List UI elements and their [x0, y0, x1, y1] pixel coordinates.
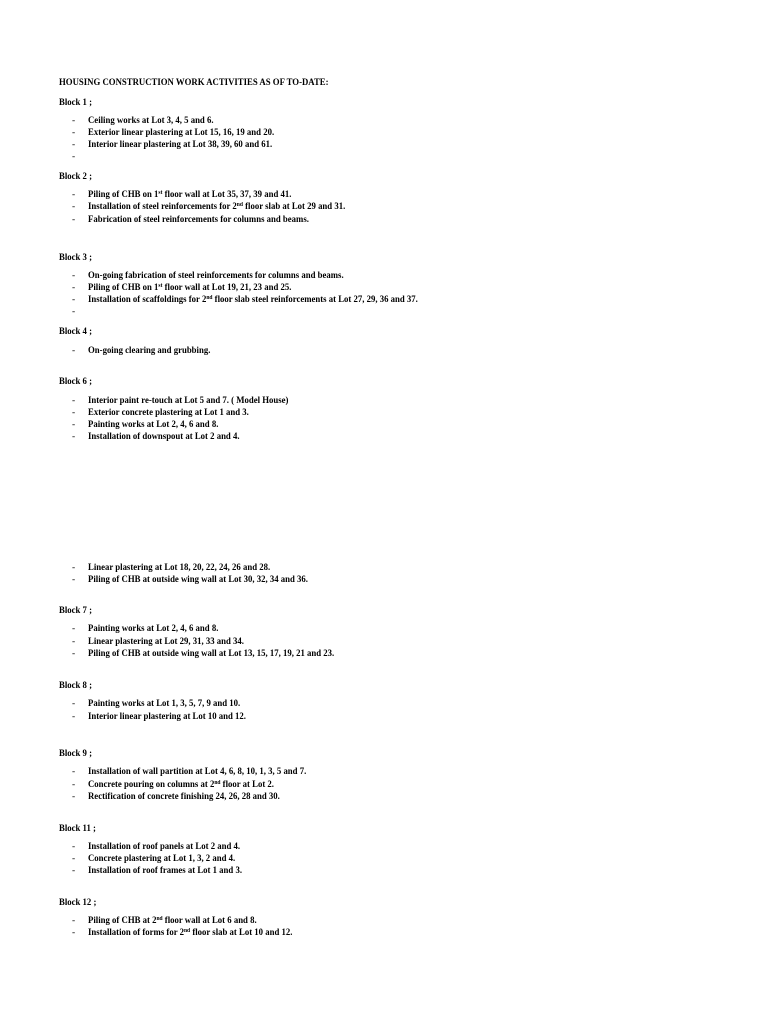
list-item-text: Piling of CHB on 1st floor wall at Lot 19, 21, 23 and 25. [88, 283, 292, 293]
list-item-text: Exterior concrete plastering at Lot 1 and 3. [88, 408, 249, 418]
bullet-dash: - [72, 140, 76, 150]
bullet-dash: - [72, 792, 76, 802]
bullet-dash: - [72, 699, 76, 709]
bullet-dash: - [72, 215, 76, 225]
block-heading: Block 12 ; [59, 898, 97, 908]
bullet-dash: - [72, 854, 76, 864]
bullet-dash: - [72, 712, 76, 722]
block-heading: Block 11 ; [59, 824, 96, 834]
bullet-dash: - [72, 649, 76, 659]
document-title: HOUSING CONSTRUCTION WORK ACTIVITIES AS OF TO-DATE: [59, 78, 329, 88]
bullet-dash: - [72, 432, 76, 442]
block-heading: Block 7 ; [59, 606, 93, 616]
list-item-text: Installation of wall partition at Lot 4, 6, 8, 10, 1, 3, 5 and 7. [88, 767, 307, 777]
bullet-dash: - [72, 637, 76, 647]
bullet-dash: - [72, 346, 76, 356]
bullet-dash: - [72, 283, 76, 293]
bullet-dash: - [72, 307, 76, 317]
bullet-dash: - [72, 295, 76, 305]
list-item-text: Exterior linear plastering at Lot 15, 16, 19 and 20. [88, 128, 275, 138]
ordinal-suffix: st [158, 283, 163, 289]
list-item-text: Piling of CHB on 1st floor wall at Lot 35, 37, 39 and 41. [88, 190, 292, 200]
bullet-dash: - [72, 420, 76, 430]
list-item-text: Installation of roof panels at Lot 2 and 4. [88, 842, 241, 852]
list-item-text: Concrete plastering at Lot 1, 3, 2 and 4. [88, 854, 236, 864]
list-item-text: Installation of roof frames at Lot 1 and 3. [88, 866, 243, 876]
bullet-dash: - [72, 928, 76, 938]
list-item-text: Rectification of concrete finishing 24, 26, 28 and 30. [88, 792, 280, 802]
block-heading: Block 9 ; [59, 749, 93, 759]
bullet-dash: - [72, 624, 76, 634]
list-item-text: Installation of steel reinforcements for 2nd floor slab at Lot 29 and 31. [88, 202, 346, 212]
block-heading: Block 1 ; [59, 98, 93, 108]
list-item-text: Fabrication of steel reinforcements for columns and beams. [88, 215, 309, 225]
list-item-text: Interior paint re-touch at Lot 5 and 7. ( Model House) [88, 396, 289, 406]
ordinal-suffix: st [158, 190, 163, 196]
bullet-dash: - [72, 866, 76, 876]
bullet-dash: - [72, 408, 76, 418]
list-item-text: Piling of CHB at outside wing wall at Lot 30, 32, 34 and 36. [88, 575, 308, 585]
ordinal-suffix: nd [236, 202, 243, 208]
list-item-text: Piling of CHB at 2nd floor wall at Lot 6 and 8. [88, 916, 257, 926]
list-item-text: Installation of downspout at Lot 2 and 4. [88, 432, 240, 442]
list-item-text: Installation of scaffoldings for 2nd floor slab steel reinforcements at Lot 27, 29, 36 and 37. [88, 295, 418, 305]
bullet-dash: - [72, 916, 76, 926]
bullet-dash: - [72, 396, 76, 406]
list-item-text: On-going clearing and grubbing. [88, 346, 211, 356]
list-item-text: Painting works at Lot 1, 3, 5, 7, 9 and 10. [88, 699, 241, 709]
list-item-text: Concrete pouring on columns at 2nd floor at Lot 2. [88, 780, 274, 790]
list-item-text: Interior linear plastering at Lot 38, 39, 60 and 61. [88, 140, 273, 150]
block-heading: Block 3 ; [59, 253, 93, 263]
bullet-dash: - [72, 842, 76, 852]
block-heading: Block 6 ; [59, 377, 93, 387]
list-item-text: Linear plastering at Lot 29, 31, 33 and 34. [88, 637, 244, 647]
bullet-dash: - [72, 116, 76, 126]
bullet-dash: - [72, 152, 76, 162]
list-item-text: Interior linear plastering at Lot 10 and 12. [88, 712, 246, 722]
bullet-dash: - [72, 202, 76, 212]
block-heading: Block 8 ; [59, 681, 93, 691]
list-item-text: Painting works at Lot 2, 4, 6 and 8. [88, 624, 219, 634]
bullet-dash: - [72, 271, 76, 281]
bullet-dash: - [72, 128, 76, 138]
ordinal-suffix: nd [214, 780, 221, 786]
list-item-text: On-going fabrication of steel reinforcements for columns and beams. [88, 271, 344, 281]
list-item-text: Piling of CHB at outside wing wall at Lot 13, 15, 17, 19, 21 and 23. [88, 649, 335, 659]
bullet-dash: - [72, 780, 76, 790]
ordinal-suffix: nd [183, 928, 191, 934]
list-item-text: Painting works at Lot 2, 4, 6 and 8. [88, 420, 219, 430]
block-heading: Block 4 ; [59, 327, 93, 337]
list-item-text: Ceiling works at Lot 3, 4, 5 and 6. [88, 116, 214, 126]
ordinal-suffix: nd [156, 916, 163, 922]
bullet-dash: - [72, 190, 76, 200]
ordinal-suffix: nd [206, 295, 213, 301]
block-heading: Block 2 ; [59, 172, 93, 182]
list-item-text: Linear plastering at Lot 18, 20, 22, 24, 26 and 28. [88, 563, 271, 573]
bullet-dash: - [72, 575, 76, 585]
bullet-dash: - [72, 767, 76, 777]
list-item-text: Installation of forms for 2nd floor slab at Lot 10 and 12. [88, 928, 293, 938]
bullet-dash: - [72, 563, 76, 573]
